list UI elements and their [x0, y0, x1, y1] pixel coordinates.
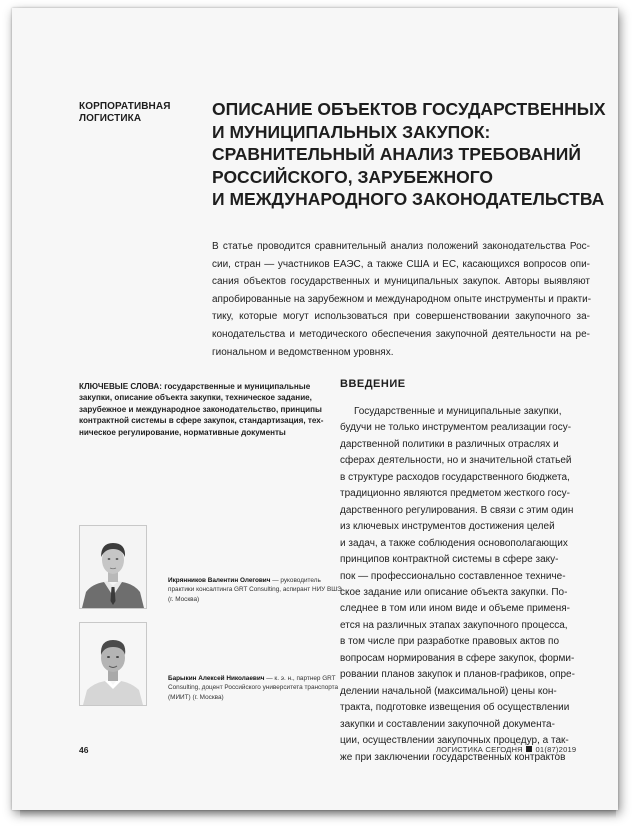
body-line: следнее в том или ином виде и объеме применя-	[340, 603, 571, 615]
page-number: 46	[79, 745, 89, 755]
body-line: сферах деятельности, но и значительной статьей	[340, 455, 572, 467]
body-line: и задач, а также соблюдения основополагающих	[340, 537, 568, 549]
keywords-line: КЛЮЧЕВЫЕ СЛОВА: государственные и муниципальные	[79, 382, 311, 391]
body-line: пок — профессионально составленное техниче-	[340, 570, 566, 582]
abstract-line: тику, которые могут использоваться при совершенствовании закупочного за-	[212, 311, 590, 323]
title-line: ОПИСАНИЕ ОБЪЕКТОВ ГОСУДАРСТВЕННЫХ	[212, 99, 606, 119]
journal-issue: 01(87)2019	[535, 745, 577, 754]
section-label-line: КОРПОРАТИВНАЯ	[79, 101, 171, 112]
body-line: дарственной политики в различных отраслях и	[340, 438, 559, 450]
body-line: же при заключении государственных контрактов	[340, 751, 566, 763]
body-line: ровании планов закупок и планов-графиков, опре-	[340, 669, 575, 681]
keywords-line: закупки, описание объекта закупки, техническое задание,	[79, 393, 312, 403]
abstract-line: сии, стран — участников ЕАЭС, а также США и ЕС, касающихся вопросов опи-	[212, 258, 590, 270]
title-line: И МЕЖДУНАРОДНОГО ЗАКОНОДАТЕЛЬСТВА	[212, 189, 605, 209]
keywords-line: ническое регулирование, нормативные документы	[79, 427, 286, 437]
author-description: — к. э. н., партнер GRT	[264, 675, 336, 682]
section-label-line: ЛОГИСТИКА	[79, 113, 142, 124]
author-description: — руководитель	[270, 577, 321, 584]
body-line: Государственные и муниципальные закупки,	[354, 406, 562, 417]
body-line: будучи не только инструментом реализации госу-	[340, 422, 572, 434]
body-line: закупки и составлении закупочной документа-	[340, 718, 555, 730]
body-line: принципов контрактной системы в сфере заку-	[340, 554, 559, 566]
author-description: (МИИТ) (г. Москва)	[168, 693, 224, 701]
author-caption	[168, 674, 339, 702]
abstract-line: конодательства и методического обеспечения закупочной деятельности на ре-	[212, 328, 590, 340]
author-caption	[168, 576, 342, 604]
body-line: ское задание или описание объекта закупки. По-	[340, 586, 568, 598]
square-separator-icon	[526, 746, 532, 752]
intro-body	[340, 404, 590, 766]
abstract-line: гиональном и ведомственном уровнях.	[212, 346, 394, 358]
title-line: РОССИЙСКОГО, ЗАРУБЕЖНОГО	[212, 166, 493, 187]
journal-name: ЛОГИСТИКА СЕГОДНЯ	[436, 745, 523, 754]
title-line: СРАВНИТЕЛЬНЫЙ АНАЛИЗ ТРЕБОВАНИЙ	[212, 144, 581, 164]
body-line: в том числе при разработке правовых актов по	[340, 636, 560, 648]
body-line: тракта, подготовке извещения об осуществлении	[340, 702, 570, 714]
keywords-block	[79, 381, 324, 438]
body-line: традиционно являются предметом жесткого госу-	[340, 488, 570, 500]
body-line: из ключевых инструментов достижения целей	[340, 521, 555, 533]
journal-footer	[436, 745, 576, 754]
abstract-line: В статье проводится сравнительный анализ положений законодательства Рос-	[212, 241, 590, 252]
article-title	[212, 98, 606, 211]
body-line: вопросам нормирования в сфере закупок, форми-	[340, 652, 575, 664]
author-description: Consulting, доцент Российского университета транспорта	[168, 684, 339, 692]
author-name: Барыкин Алексей Николаевич	[168, 675, 265, 682]
author-name: Икрянников Валентин Олегович	[168, 577, 271, 584]
author-caption-line	[168, 576, 328, 585]
author-description: практики консалтинга GRT Consulting, аспирант НИУ ВШЭ	[168, 586, 342, 594]
keywords-line: зарубежное и международное законодательство, принципы	[79, 404, 322, 414]
author-photo	[79, 622, 147, 706]
article-abstract	[212, 238, 590, 361]
title-line: И МУНИЦИПАЛЬНЫХ ЗАКУПОК:	[212, 121, 491, 142]
body-line: ции, осуществлении закупочных процедур, а так-	[340, 735, 569, 747]
author-description: (г. Москва)	[168, 595, 200, 603]
author-photo	[79, 525, 147, 609]
body-line: делении начальной (максимальной) цены кон-	[340, 685, 557, 697]
section-label	[79, 101, 199, 125]
body-line: дарственного регулирования. В связи с этим один	[340, 504, 574, 516]
body-line: в структуре расходов государственного бюджета,	[340, 471, 570, 483]
author-caption-line	[168, 674, 336, 683]
keywords-line: контрактной системы в сфере закупок, стандартизация, тех-	[79, 416, 324, 426]
intro-heading: ВВЕДЕНИЕ	[340, 378, 406, 390]
abstract-line: сания объектов государственных и муниципальных закупок. Авторы выявляют	[212, 276, 590, 288]
abstract-line: апробированные на зарубежном и международном опыте инструменты и практи-	[212, 293, 592, 305]
body-line: ется на различных этапах закупочного процесса,	[340, 619, 568, 631]
